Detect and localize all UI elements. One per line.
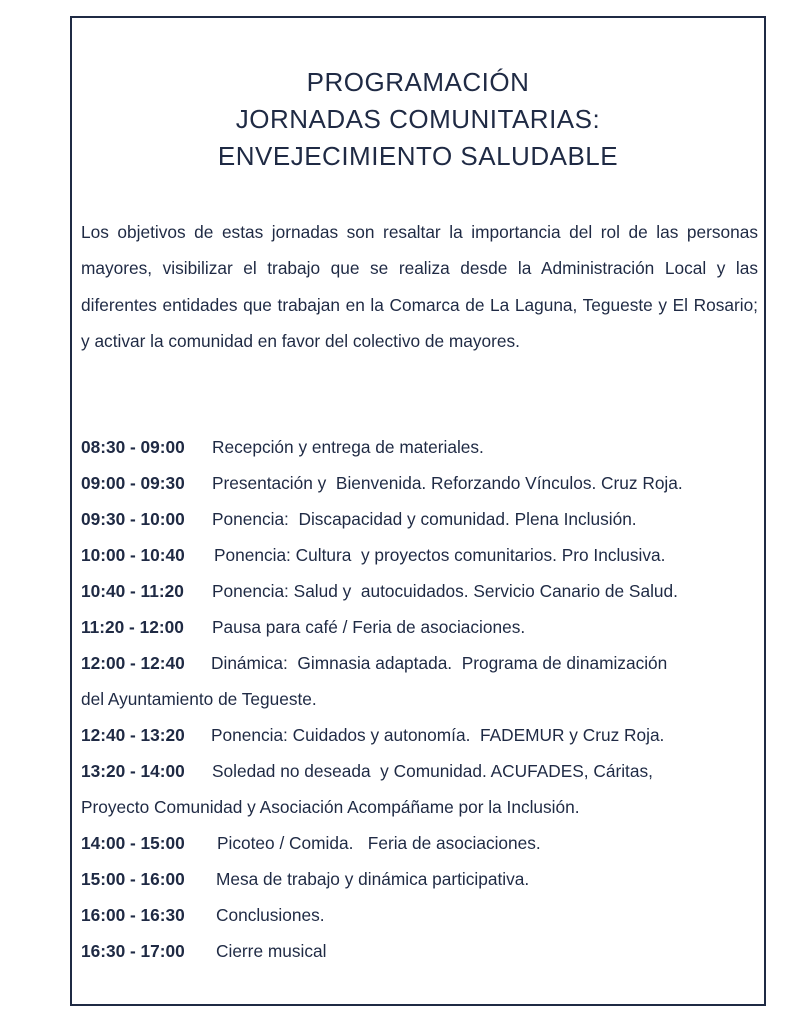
schedule-desc-continued: del Ayuntamiento de Tegueste. [81,689,317,709]
schedule-time: 16:30 - 17:00 [81,941,185,961]
schedule-row [81,933,761,969]
title-line-3: ENVEJECIMIENTO SALUDABLE [217,141,619,171]
schedule-list [81,429,761,969]
schedule-time: 12:00 - 12:40 [81,653,185,673]
document-frame [70,16,766,1006]
schedule-desc: Soledad no deseada y Comunidad. ACUFADES, Cáritas, [212,761,653,781]
schedule-time: 12:40 - 13:20 [81,725,185,745]
schedule-time: 16:00 - 16:30 [81,905,185,925]
schedule-desc: Ponencia: Salud y autocuidados. Servicio Canario de Salud. [212,581,678,601]
schedule-time: 11:20 - 12:00 [81,617,184,637]
schedule-desc: Picoteo / Comida. Feria de asociaciones. [217,833,541,853]
page-title [72,64,764,175]
schedule-row [81,429,761,465]
title-line-1: PROGRAMACIÓN [306,67,530,97]
schedule-row [81,861,761,897]
schedule-row [81,537,761,573]
intro-paragraph: Los objetivos de estas jornadas son resaltar la importancia del rol de las personas mayores, visibilizar el trabajo que se realiza desde la Administración Local y las diferentes entidades que trabajan en la Comarca de La Laguna, Tegueste y El Rosario; y activar la comunidad en favor del colectivo de mayores. [81,222,758,352]
schedule-row [81,717,761,753]
schedule-desc: Ponencia: Cuidados y autonomía. FADEMUR y Cruz Roja. [211,725,665,745]
schedule-desc: Mesa de trabajo y dinámica participativa. [216,869,530,889]
schedule-time: 10:40 - 11:20 [81,581,184,601]
schedule-desc: Cierre musical [216,941,327,961]
schedule-time: 14:00 - 15:00 [81,833,185,853]
schedule-desc: Recepción y entrega de materiales. [212,437,484,457]
schedule-time: 09:00 - 09:30 [81,473,185,493]
schedule-time: 13:20 - 14:00 [81,761,185,781]
schedule-row [81,573,761,609]
schedule-desc: Dinámica: Gimnasia adaptada. Programa de dinamización [211,653,668,673]
schedule-row [81,465,761,501]
schedule-time: 10:00 - 10:40 [81,545,185,565]
schedule-row [81,897,761,933]
schedule-desc: Ponencia: Discapacidad y comunidad. Plena Inclusión. [212,509,637,529]
schedule-desc-continued: Proyecto Comunidad y Asociación Acompáñame por la Inclusión. [81,797,580,817]
schedule-time: 09:30 - 10:00 [81,509,185,529]
schedule-desc: Conclusiones. [216,905,325,925]
schedule-row [81,501,761,537]
title-line-2: JORNADAS COMUNITARIAS: [235,104,601,134]
schedule-time: 08:30 - 09:00 [81,437,185,457]
schedule-desc: Pausa para café / Feria de asociaciones. [212,617,526,637]
schedule-row [81,645,761,681]
schedule-row [81,753,761,789]
schedule-row [81,609,761,645]
schedule-time: 15:00 - 16:00 [81,869,185,889]
schedule-desc: Ponencia: Cultura y proyectos comunitarios. Pro Inclusiva. [214,545,666,565]
schedule-desc: Presentación y Bienvenida. Reforzando Vínculos. Cruz Roja. [212,473,683,493]
schedule-row [81,825,761,861]
